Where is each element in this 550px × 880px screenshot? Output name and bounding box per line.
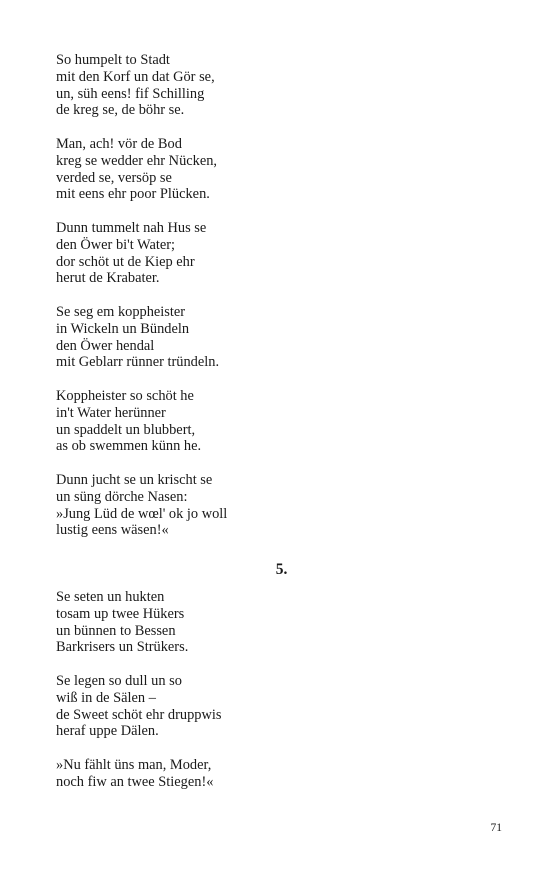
- verse-line: kreg se wedder ehr Nücken,: [56, 152, 218, 169]
- stanza: [56, 304, 219, 371]
- verse-line: un spaddelt un blubbert,: [56, 421, 196, 438]
- verse-line: mit Geblarr rünner tründeln.: [56, 354, 220, 371]
- verse-line: Dunn tummelt nah Hus se: [56, 220, 207, 236]
- stanza: [56, 388, 201, 455]
- verse-line: So humpelt to Stadt: [56, 52, 170, 68]
- stanza: [56, 589, 188, 656]
- verse-line: wiß in de Sälen –: [56, 689, 156, 706]
- stanza: [56, 220, 206, 287]
- verse-line: lustig eens wäsen!«: [56, 522, 169, 539]
- page-number: 71: [490, 822, 502, 834]
- verse-line: Dunn jucht se un krischt se: [56, 472, 213, 488]
- verse-line: mit eens ehr poor Plücken.: [56, 186, 210, 203]
- verse-line: Koppheister so schöt he: [56, 388, 194, 404]
- verse-line: noch fiw an twee Stiegen!«: [56, 773, 214, 790]
- verse-line: in Wickeln un Bündeln: [56, 320, 190, 337]
- verse-line: tosam up twee Hükers: [56, 605, 185, 622]
- verse-line: as ob swemmen künn he.: [56, 438, 202, 455]
- stanza: [56, 673, 221, 740]
- verse-line: dor schöt ut de Kiep ehr: [56, 253, 195, 270]
- verse-line: Man, ach! vör de Bod: [56, 136, 182, 152]
- verse-line: »Jung Lüd de wœl' ok jo woll: [56, 505, 228, 522]
- verse-line: Se legen so dull un so: [56, 673, 182, 689]
- verse-line: den Öwer hendal: [56, 337, 155, 354]
- verse-line: mit den Korf un dat Gör se,: [56, 68, 215, 85]
- verse-line: Se seten un hukten: [56, 589, 165, 605]
- verse-line: »Nu fählt üns man, Moder,: [56, 757, 212, 773]
- verse-line: Barkrisers un Strükers.: [56, 639, 189, 656]
- verse-line: un bünnen to Bessen: [56, 622, 176, 639]
- verse-line: herut de Krabater.: [56, 270, 160, 287]
- verse-line: un süng dörche Nasen:: [56, 488, 188, 505]
- verse-line: den Öwer bi't Water;: [56, 236, 176, 253]
- stanza: [56, 757, 213, 791]
- verse-line: in't Water herünner: [56, 404, 166, 421]
- verse-line: heraf uppe Dälen.: [56, 723, 159, 740]
- verse-line: un, süh eens! fif Schilling: [56, 85, 205, 102]
- stanza: [56, 472, 227, 539]
- verse-line: de kreg se, de böhr se.: [56, 102, 185, 119]
- verse-line: Se seg em koppheister: [56, 304, 186, 320]
- stanza: [56, 136, 217, 203]
- verse-line: verded se, versöp se: [56, 169, 172, 186]
- stanza: [56, 52, 215, 119]
- section-heading: 5.: [275, 561, 288, 578]
- verse-line: de Sweet schöt ehr druppwis: [56, 706, 222, 723]
